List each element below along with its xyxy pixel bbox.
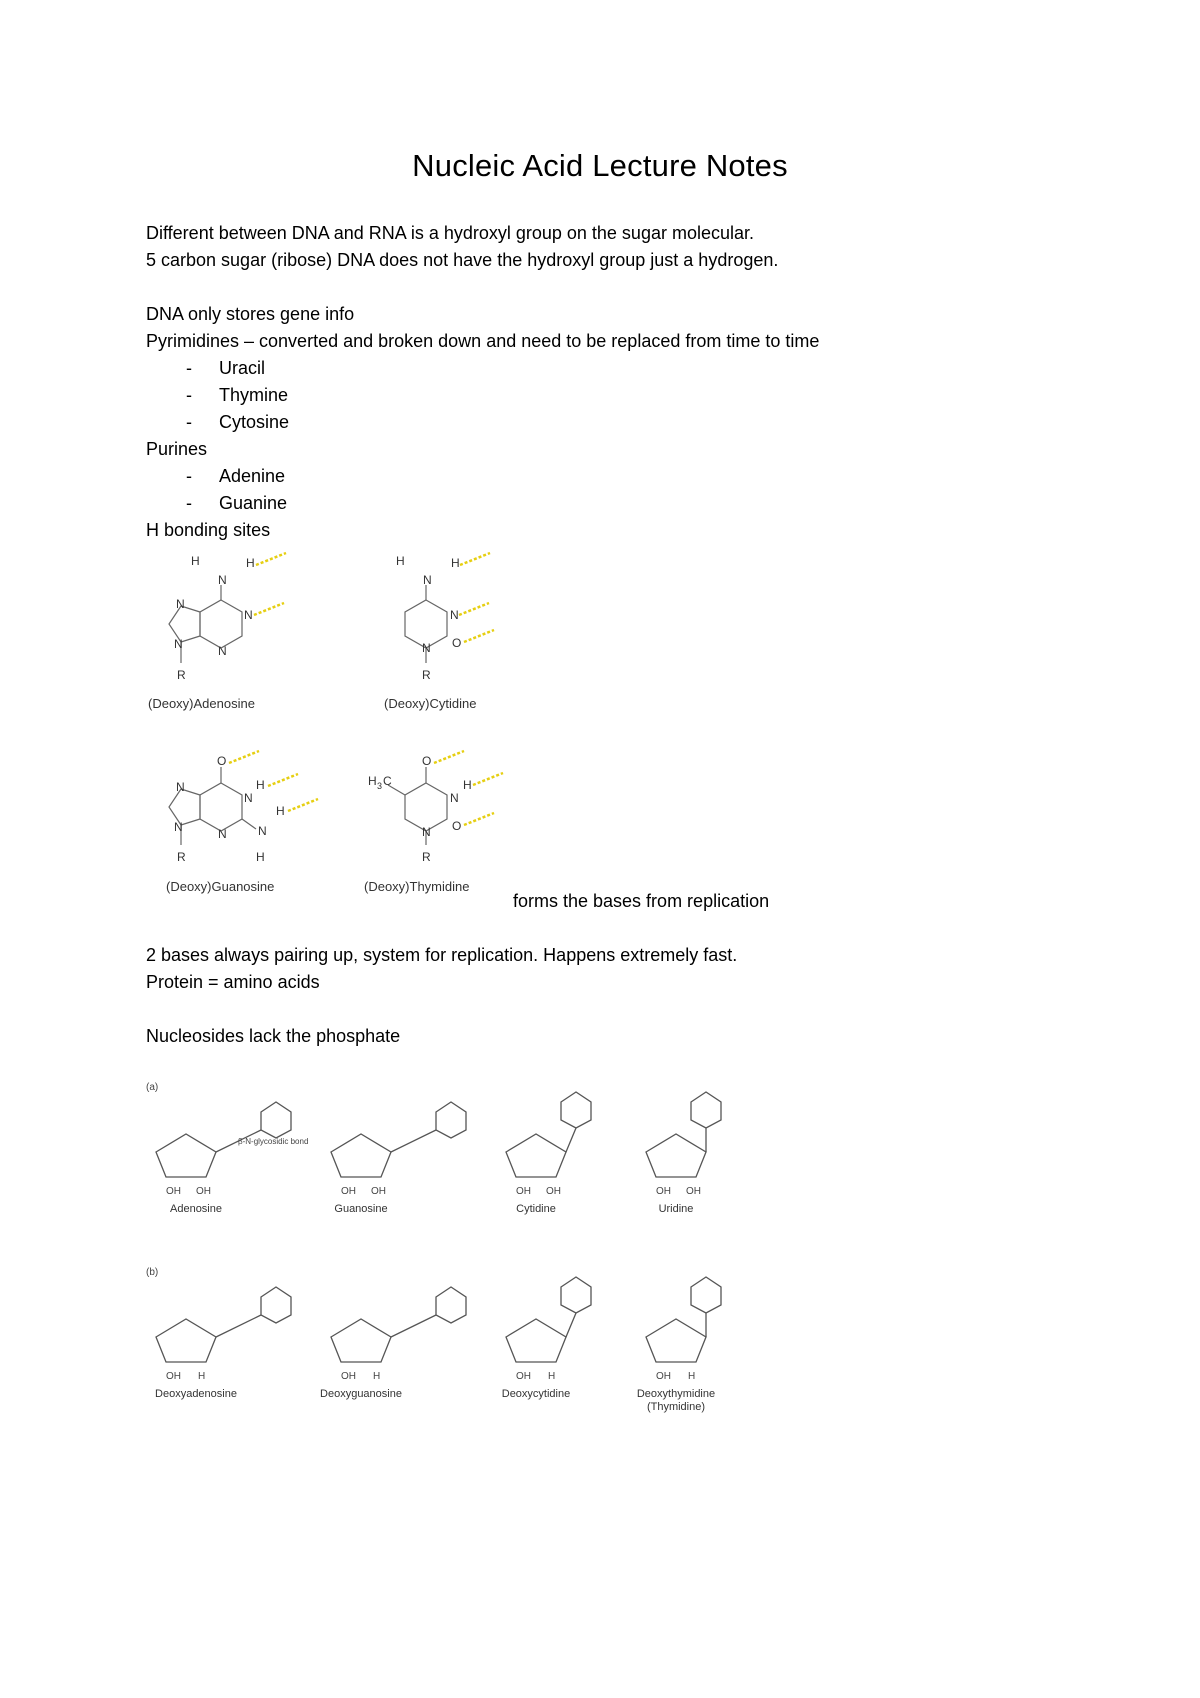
nucleosides-figure [146,1072,746,1422]
svg-text:N: N [423,573,432,587]
svg-text:R: R [422,668,431,682]
list-item-thymine: Thymine [219,385,289,405]
hbond-arrow [434,751,464,763]
hbond-arrow [460,553,490,565]
svg-text:H: H [191,554,200,568]
note-line-forms-bases: forms the bases from replication [513,891,770,911]
deoxyribose-ring [506,1319,566,1362]
svg-text:R: R [177,668,186,682]
glycosidic-bond-note: β-N-glycosidic bond [238,1137,309,1146]
hbond-arrow [459,603,489,615]
svg-text:H: H [276,804,285,818]
svg-text:H: H [463,778,472,792]
svg-text:O: O [217,754,227,768]
deoxyribose-ring [331,1319,391,1362]
uridine-caption: Uridine [658,1203,694,1215]
note-line-ribose: 5 carbon sugar (ribose) DNA does not have the hydroxyl group just a hydrogen. [146,250,779,270]
purine-base [261,1102,291,1138]
purine-base [436,1287,466,1323]
note-line-dna-rna-difference: Different between DNA and RNA is a hydroxyl group on the sugar molecular. [146,223,755,243]
svg-text:N: N [218,573,227,587]
guanosine-label: (Deoxy)Guanosine [166,879,275,894]
guanosine-caption: Guanosine [334,1203,388,1215]
ribose-ring [156,1134,216,1177]
row-b-marker: (b) [146,1267,159,1278]
hbond-arrow [464,630,494,642]
svg-text:OH: OH [546,1186,561,1197]
svg-text:N: N [450,608,459,622]
purine-base [436,1102,466,1138]
list-item-adenine: Adenine [219,466,286,486]
svg-text:OH: OH [341,1371,356,1382]
bullet-marker: - [186,385,192,405]
bullet-marker: - [186,493,192,513]
pyrimidine-base [691,1092,721,1128]
thymidine-caption-note: (Thymidine) [646,1401,706,1413]
row-a-marker: (a) [146,1082,159,1093]
note-line-purines: Purines [146,439,208,459]
svg-text:OH: OH [371,1186,386,1197]
svg-text:OH: OH [686,1186,701,1197]
svg-text:OH: OH [656,1371,671,1382]
svg-text:OH: OH [516,1186,531,1197]
note-line-h-bonding: H bonding sites [146,520,271,540]
hbond-arrow [464,813,494,825]
hbond-arrow [254,603,284,615]
list-item-uracil: Uracil [219,358,266,378]
svg-text:N: N [244,608,253,622]
svg-text:OH: OH [166,1186,181,1197]
svg-text:H: H [548,1371,556,1382]
purine-base [261,1287,291,1323]
list-item-cytosine: Cytosine [219,412,290,432]
ribose-ring [506,1134,566,1177]
svg-text:H: H [256,778,265,792]
deoxyguanosine-caption: Deoxyguanosine [320,1388,402,1400]
svg-text:OH: OH [166,1371,181,1382]
svg-text:H: H [451,556,460,570]
svg-text:OH: OH [196,1186,211,1197]
svg-text:O: O [452,819,462,833]
page-title: Nucleic Acid Lecture Notes [412,148,788,183]
pyrimidine-base [561,1277,591,1313]
svg-text:N: N [218,644,227,658]
list-item-guanine: Guanine [219,493,288,513]
svg-text:N: N [258,824,267,838]
svg-text:N: N [174,637,183,651]
svg-text:3: 3 [377,781,383,791]
svg-text:H: H [246,556,255,570]
h-bonding-sites-figure [146,545,511,905]
adenosine-label: (Deoxy)Adenosine [148,696,255,711]
svg-text:H: H [688,1371,696,1382]
thymidine-label: (Deoxy)Thymidine [364,879,470,894]
cytidine-label: (Deoxy)Cytidine [384,696,477,711]
svg-text:H: H [368,774,377,788]
note-line-pyrimidines: Pyrimidines – converted and broken down and need to be replaced from time to time [146,331,820,351]
svg-text:O: O [452,636,462,650]
pyrimidine-base [561,1092,591,1128]
svg-text:H: H [373,1371,381,1382]
ribose-ring [646,1134,706,1177]
deoxyribose-ring [156,1319,216,1362]
svg-text:R: R [177,850,186,864]
svg-text:N: N [176,780,185,794]
svg-text:N: N [176,597,185,611]
svg-text:N: N [422,825,431,839]
deoxythymidine-caption: Deoxythymidine [636,1388,716,1400]
deoxyadenosine-caption: Deoxyadenosine [155,1388,237,1400]
bullet-marker: - [186,466,192,486]
svg-text:OH: OH [516,1371,531,1382]
svg-text:N: N [174,820,183,834]
svg-text:C: C [383,774,392,788]
svg-text:N: N [244,791,253,805]
svg-text:N: N [218,827,227,841]
svg-text:OH: OH [341,1186,356,1197]
svg-text:N: N [450,791,459,805]
cytidine-caption: Cytidine [516,1203,556,1215]
hbond-arrow [288,799,318,811]
bullet-marker: - [186,358,192,378]
svg-text:OH: OH [656,1186,671,1197]
deoxyribose-ring [646,1319,706,1362]
hbond-arrow [473,773,503,785]
hbond-arrow [229,751,259,763]
svg-text:R: R [422,850,431,864]
svg-text:H: H [198,1371,206,1382]
svg-text:O: O [422,754,432,768]
pyrimidine-base [691,1277,721,1313]
note-line-nucleosides: Nucleosides lack the phosphate [146,1026,401,1046]
svg-text:H: H [256,850,265,864]
deoxycytidine-caption: Deoxycytidine [501,1388,571,1400]
hbond-arrow [268,774,298,786]
hbond-arrow [256,553,286,565]
svg-text:N: N [422,641,431,655]
note-line-dna-gene-info: DNA only stores gene info [146,304,355,324]
svg-text:H: H [396,554,405,568]
ribose-ring [331,1134,391,1177]
bullet-marker: - [186,412,192,432]
thymidine-structure [388,767,447,845]
note-line-base-pairing: 2 bases always pairing up, system for replication. Happens extremely fast. [146,945,738,965]
note-line-protein: Protein = amino acids [146,972,320,992]
adenosine-caption: Adenosine [170,1203,222,1215]
